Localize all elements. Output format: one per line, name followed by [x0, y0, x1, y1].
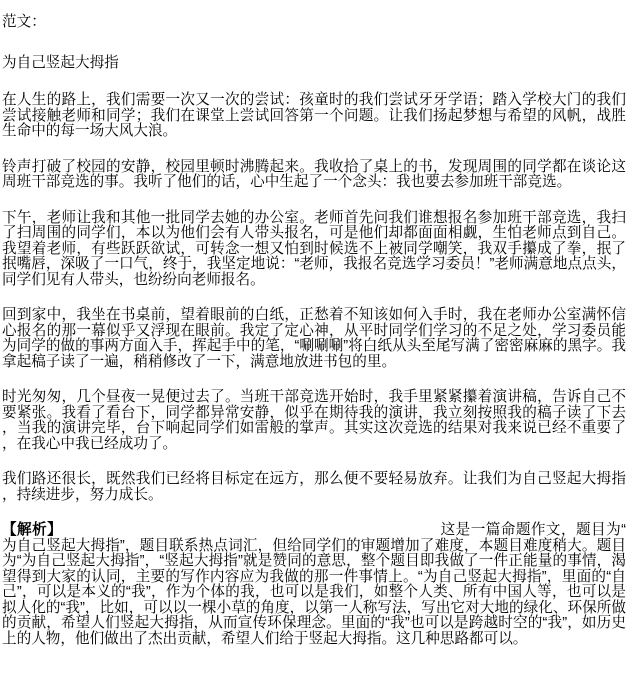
essay-paragraph: 回到家中，我坐在书桌前，望着眼前的白纸，正愁着不知该如何入手时，我在老师办公室满怀信心报名的那一幕似乎又浮现在眼前。我定了定心神，从平时同学们学习的不足之处，学习委员能为同学的做的事两方面入手，挥起手中的笔，“唰唰唰”将白纸从头至尾写满了密密麻麻的黑字。我拿起稿子读了一遍，稍稍修改了一下，满意地放进书包的里。	[2, 307, 626, 370]
analysis-label: 【解析】	[2, 522, 63, 538]
essay-paragraph: 铃声打破了校园的安静，校园里顿时沸腾起来。我收拾了桌上的书，发现周围的同学都在谈论这周班干部竞选的事。我听了他们的话，心中生起了一个念头：我也要去参加班干部竞选。	[2, 158, 626, 190]
document-page	[2, 15, 626, 647]
analysis-paragraph	[2, 523, 626, 647]
analysis-spacer	[62, 533, 440, 534]
essay-paragraph: 下午，老师让我和其他一批同学去她的办公室。老师首先问我们谁想报名参加班干部竞选，我扫了扫周围的同学们，本以为他们会有人带头报名，可是他们却都面面相觑，生怕老师点到自己。我望着老师，有些跃跃欲试，可转念一想又怕到时候选不上被同学嘲笑，我双手攥成了拳，抿了抿嘴唇，深吸了一口气，终于，我坚定地说：“老师，我报名竞选学习委员！”老师满意地点点头，同学们见有人带头，也纷纷向老师报名。	[2, 209, 626, 288]
essay-paragraph: 时光匆匆，几个昼夜一晃便过去了。当班干部竞选开始时，我手里紧紧攥着演讲稿，告诉自己不要紧张。我看了看台下，同学都异常安静，似乎在期待我的演讲，我立刻按照我的稿子读了下去，当我的演讲完毕，台下响起同学们如雷般的掌声。其实这次竞选的结果对我来说已经不重要了，在我心中我已经成功了。	[2, 389, 626, 452]
essay-title: 为自己竖起大拇指	[2, 54, 119, 71]
sample-essay-label: 范文：	[2, 14, 46, 30]
essay-paragraph: 在人生的路上，我们需要一次又一次的尝试：孩童时的我们尝试牙牙学语；踏入学校大门的我们尝试接触老师和同学；我们在课堂上尝试回答第一个问题。让我们扬起梦想与希望的风帆，战胜生命中的每一场大风大浪。	[2, 92, 626, 139]
essay-paragraph: 我们路还很长，既然我们已经将目标定在远方，那么便不要轻易放弃。让我们为自己竖起大拇指，持续进步，努力成长。	[2, 471, 626, 503]
analysis-text: 这是一篇命题作文，题目为“为自己竖起大拇指”，题目联系热点词汇，但给同学们的审题增加了难度，本题目难度稍大。题目为“为自己竖起大拇指”，“竖起大拇指”就是赞同的意思，整个题目即我做了一件正能量的事情，渴望得到大家的认同，主要的写作内容应为我做的那一件事情上。“为自己竖起大拇指”，里面的“自己”，可以是本义的“我”，作为个体的我，也可以是我们，如整个人类、所有中国人等，也可以是拟人化的“我”，比如，可以以一棵小草的角度，以第一人称写法，写出它对大地的绿化、环保所做的贡献，希望人们竖起大拇指，从而宣传环保理念。里面的“我”也可以是跨越时空的“我”，如历史上的人物，他们做出了杰出贡献，希望人们给于竖起大拇指。这几种思路都可以。	[2, 522, 626, 647]
